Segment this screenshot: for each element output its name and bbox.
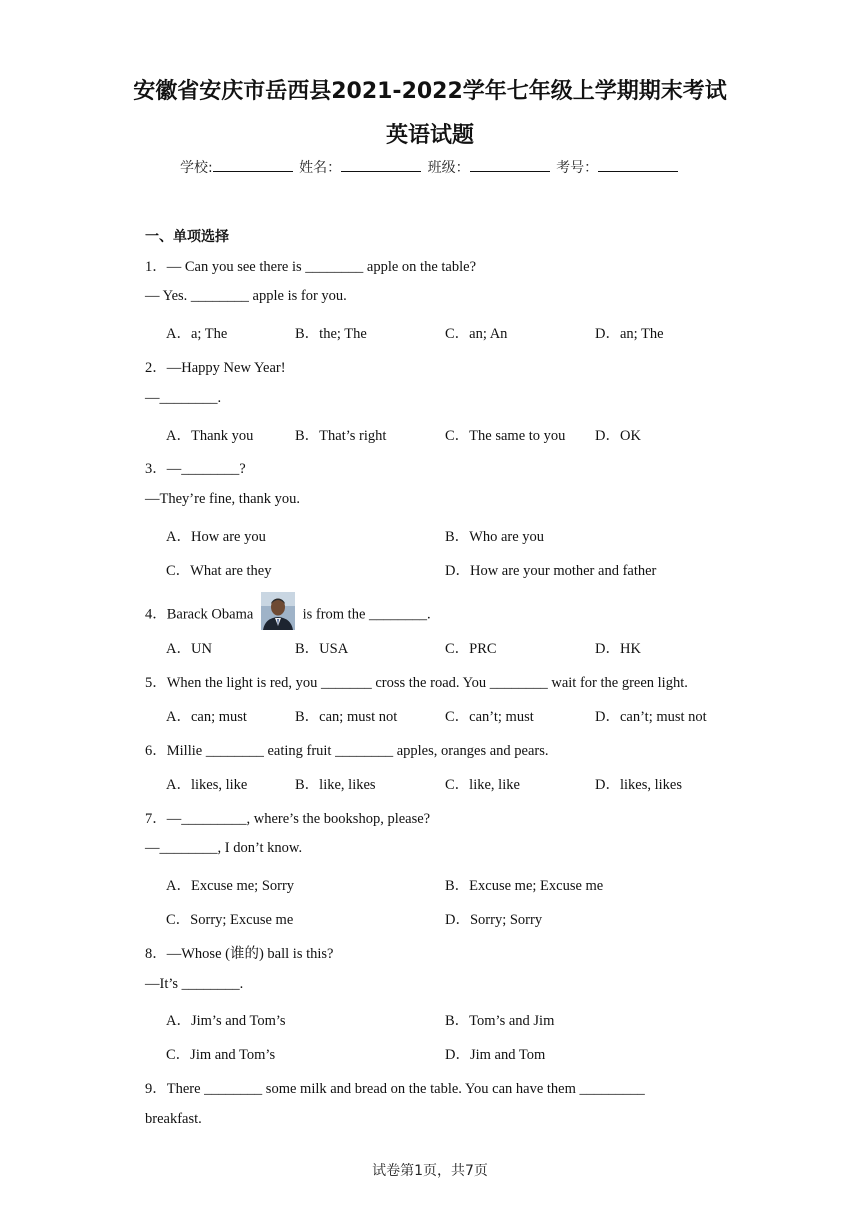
question-3-option-b: B．Who are you [445, 529, 545, 545]
question-3-stem: 3．—________? [145, 461, 246, 477]
question-3-option-c: C．What are they [166, 563, 272, 579]
question-6-stem: 6．Millie ________ eating fruit ________ apples, oranges and pears. [145, 743, 549, 759]
name-label: 姓名： [299, 160, 342, 176]
question-9-line2: breakfast. [145, 1111, 202, 1127]
question-1-option-c: C．an; An [445, 326, 508, 342]
question-7-line2: —________, I don’t know. [145, 840, 303, 856]
question-5-stem: 5．When the light is red, you _______ cross the road. You ________ wait for the green light. [145, 675, 688, 691]
question-5-option-c: C．can’t; must [445, 709, 534, 725]
exam-title: 安徽省安庆市岳西县2021-2022学年七年级上学期期末考试 [133, 79, 727, 104]
question-2-option-d: D．OK [595, 428, 641, 444]
question-1-line2: — Yes. ________ apple is for you. [145, 288, 347, 304]
exam-number-blank [598, 157, 678, 172]
question-6-option-a: A．likes, like [166, 777, 248, 793]
section-title: 一、单项选择 [145, 229, 229, 245]
exam-number-label: 考号： [556, 160, 599, 176]
question-4-option-c: C．PRC [445, 641, 497, 657]
exam-subtitle: 英语试题 [385, 123, 474, 148]
question-7-option-a: A．Excuse me; Sorry [166, 878, 295, 894]
question-7-option-d: D．Sorry; Sorry [445, 912, 543, 928]
question-7-stem: 7．—_________, where’s the bookshop, please? [145, 811, 431, 827]
question-8-option-a: A．Jim’s and Tom’s [166, 1013, 286, 1029]
question-5-option-d: D．can’t; must not [595, 709, 707, 725]
question-2-stem: 2．—Happy New Year! [145, 360, 286, 376]
question-6-option-b: B．like, likes [295, 777, 376, 793]
question-2-option-b: B．That’s right [295, 428, 387, 444]
question-9-stem: 9．There ________ some milk and bread on the table. You can have them _________ [145, 1081, 645, 1097]
question-4-stem-end: is from the ________. [302, 606, 431, 623]
page-footer: 试卷第1页，共7页 [372, 1163, 488, 1179]
class-blank [470, 157, 550, 172]
portrait-photo [261, 592, 295, 630]
student-info-row [180, 157, 680, 177]
question-2-option-c: C．The same to you [445, 428, 566, 444]
question-3-option-d: D．How are your mother and father [445, 563, 657, 579]
school-blank [213, 157, 293, 172]
question-4-stem-start: 4．Barack Obama [145, 606, 254, 623]
question-7-option-b: B．Excuse me; Excuse me [445, 878, 604, 894]
question-5-option-b: B．can; must not [295, 709, 398, 725]
question-8-option-c: C．Jim and Tom’s [166, 1047, 276, 1063]
question-8-option-d: D．Jim and Tom [445, 1047, 546, 1063]
name-blank [341, 157, 421, 172]
question-4-option-b: B．USA [295, 641, 349, 657]
question-8-line2: —It’s ________. [145, 976, 244, 992]
question-4-option-d: D．HK [595, 641, 641, 657]
question-6-option-d: D．likes, likes [595, 777, 682, 793]
school-label: 学校: [180, 160, 213, 176]
question-4-stem [145, 596, 431, 634]
question-7-option-c: C．Sorry; Excuse me [166, 912, 294, 928]
question-3-line2: —They’re fine, thank you. [145, 491, 301, 507]
question-2-option-a: A．Thank you [166, 428, 254, 444]
question-8-stem: 8．—Whose (谁的) ball is this? [145, 946, 334, 962]
question-1-stem: 1．— Can you see there is ________ apple on the table? [145, 259, 477, 275]
question-3-option-a: A．How are you [166, 529, 266, 545]
question-6-option-c: C．like, like [445, 777, 520, 793]
question-2-line2: —________. [145, 390, 222, 406]
class-label: 班级： [427, 160, 470, 176]
question-1-option-a: A．a; The [166, 326, 228, 342]
question-8-option-b: B．Tom’s and Jim [445, 1013, 555, 1029]
question-5-option-a: A．can; must [166, 709, 247, 725]
question-1-option-d: D．an; The [595, 326, 664, 342]
question-4-option-a: A．UN [166, 641, 212, 657]
question-1-option-b: B．the; The [295, 326, 367, 342]
